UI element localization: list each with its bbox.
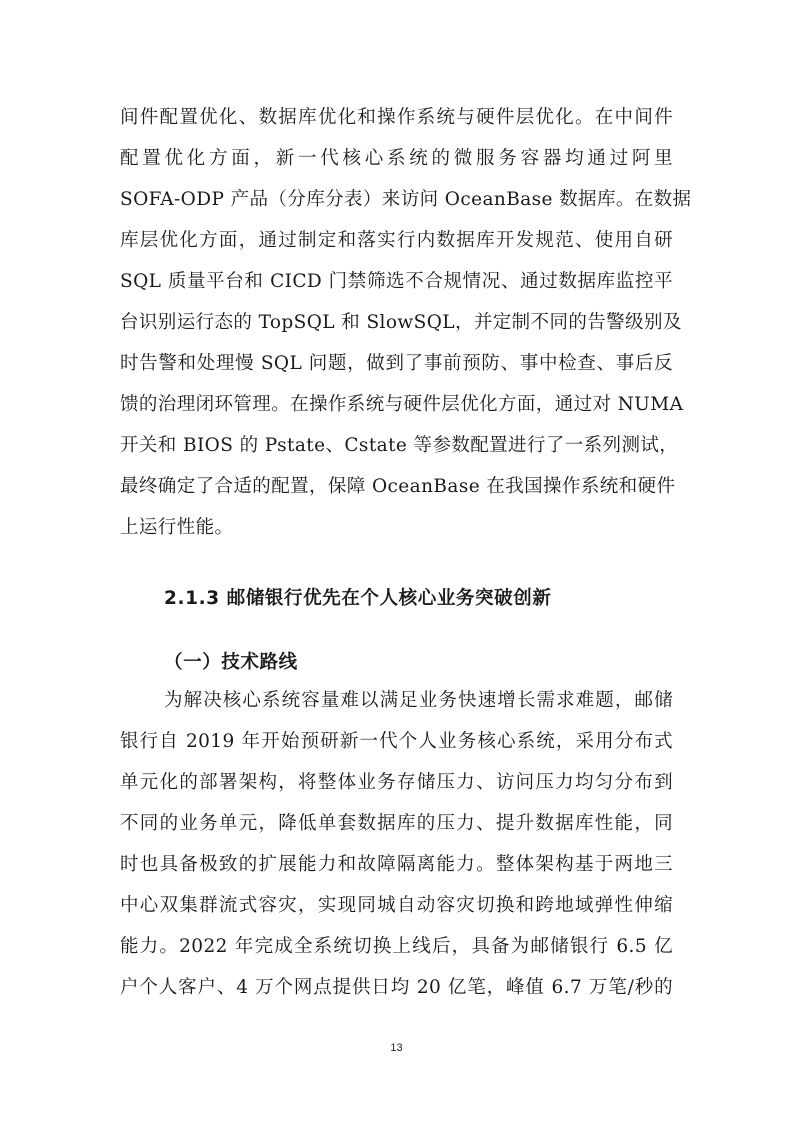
text-line: 中心双集群流式容灾，实现同城自动容灾切换和跨地域弹性伸缩 <box>120 895 673 916</box>
text-line: 最终确定了合适的配置，保障 OceanBase 在我国操作系统和硬件 <box>120 476 676 497</box>
sub-heading: （一）技术路线 <box>164 652 298 673</box>
paragraph-technical-route <box>120 680 673 1008</box>
text-line: 户个人客户、4 万个网点提供日均 20 亿笔，峰值 6.7 万笔/秒的 <box>120 977 673 998</box>
text-line: 库层优化方面，通过制定和落实行内数据库开发规范、使用自研 <box>120 230 673 251</box>
text-line: 时告警和处理慢 SQL 问题，做到了事前预防、事中检查、事后反 <box>120 353 673 374</box>
text-line: 间件配置优化、数据库优化和操作系统与硬件层优化。在中间件 <box>120 107 673 128</box>
text-line: 为解决核心系统容量难以满足业务快速增长需求难题，邮储 <box>164 690 673 711</box>
text-line: 时也具备极致的扩展能力和故障隔离能力。整体架构基于两地三 <box>120 854 673 875</box>
text-line: 配置优化方面，新一代核心系统的微服务容器均通过阿里 <box>120 148 673 169</box>
text-line: 不同的业务单元，降低单套数据库的压力、提升数据库性能，同 <box>120 813 673 834</box>
text-line: 能力。2022 年完成全系统切换上线后，具备为邮储银行 6.5 亿 <box>120 936 673 957</box>
text-line: 馈的治理闭环管理。在操作系统与硬件层优化方面，通过对 NUMA <box>120 394 684 415</box>
section-heading: 2.1.3 邮储银行优先在个人核心业务突破创新 <box>164 588 552 609</box>
text-line: 台识别运行态的 TopSQL 和 SlowSQL，并定制不同的告警级别及 <box>120 312 682 333</box>
page-number: 13 <box>390 1042 403 1054</box>
text-line: SQL 质量平台和 CICD 门禁筛选不合规情况、通过数据库监控平 <box>120 271 673 292</box>
paragraph-middleware-optimization <box>120 97 692 548</box>
text-line: 开关和 BIOS 的 Pstate、Cstate 等参数配置进行了一系列测试， <box>120 435 679 456</box>
text-line: 上运行性能。 <box>120 517 234 538</box>
text-line: SOFA-ODP 产品（分库分表）来访问 OceanBase 数据库。在数据 <box>120 189 692 210</box>
text-line: 单元化的部署架构，将整体业务存储压力、访问压力均匀分布到 <box>120 772 673 793</box>
text-line: 银行自 2019 年开始预研新一代个人业务核心系统，采用分布式 <box>120 731 673 752</box>
